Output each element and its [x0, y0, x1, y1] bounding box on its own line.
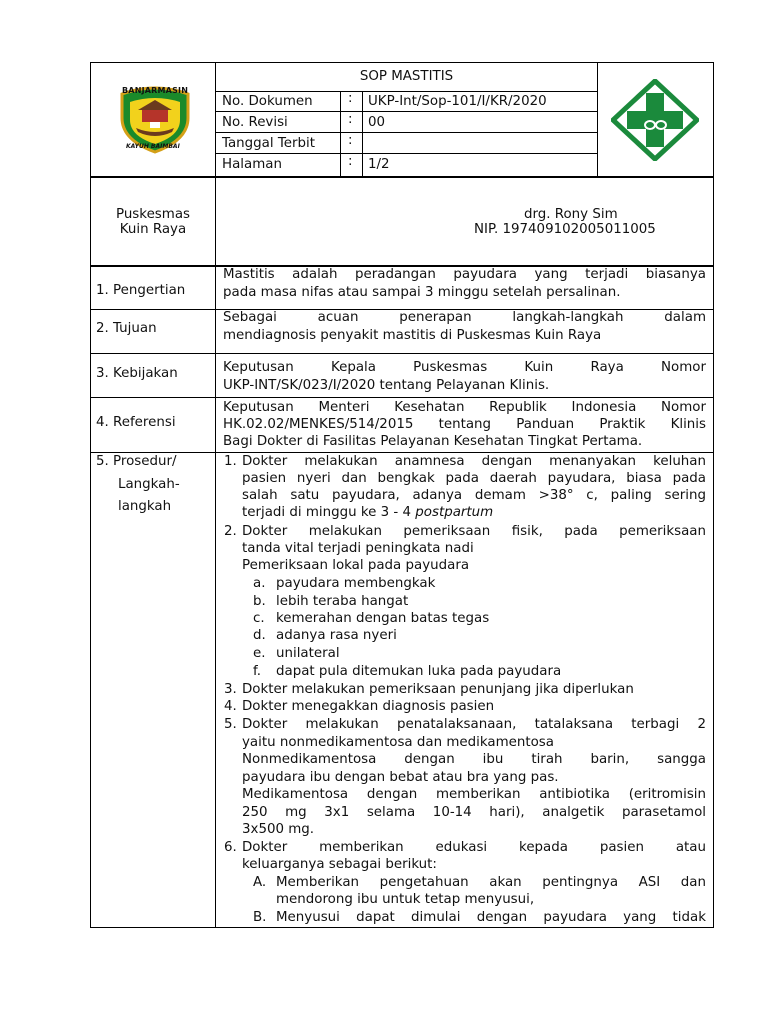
step-line: 250 mg 3x1 selama 10-14 hari), analgetik parasetamol: [242, 805, 706, 820]
sub-item: mendorong ibu untuk tetap menyusui,: [276, 892, 535, 907]
sub-item: lebih teraba hangat: [276, 594, 409, 609]
section-label-prosedur-3: langkah: [118, 499, 172, 514]
field-value: 00: [368, 115, 386, 130]
step-line: Pemeriksaan lokal pada payudara: [242, 558, 470, 573]
sub-item: unilateral: [276, 646, 340, 661]
section-label-pengertian: 1. Pengertian: [96, 283, 186, 298]
sub-item: Memberikan pengetahuan akan pentingnya ASI dan: [276, 875, 706, 890]
section-label-referensi: 4. Referensi: [96, 415, 176, 430]
step-line: payudara ibu dengan bebat atau bra yang pas.: [242, 770, 559, 785]
pengertian-line: Mastitis adalah peradangan payudara yang terjadi biasanya: [223, 267, 706, 282]
field-label: Tanggal Terbit: [222, 136, 315, 151]
pengertian-line: pada masa nifas atau sampai 3 minggu setelah persalinan.: [223, 285, 621, 300]
signer-nip: NIP. 197409102005011005: [474, 222, 656, 237]
logo-text-top: BANJARMASIN: [122, 86, 189, 95]
step-number: 3.: [224, 682, 237, 697]
step-number: 2.: [224, 524, 237, 539]
referensi-line: Bagi Dokter di Fasilitas Pelayanan Kesehatan Tingkat Pertama.: [223, 434, 643, 449]
document-title: SOP MASTITIS: [359, 69, 454, 84]
sub-item: kemerahan dengan batas tegas: [276, 611, 490, 626]
step-text-italic: postpartum: [415, 505, 494, 520]
step-number: 1.: [224, 454, 237, 469]
section-label-prosedur-2: Langkah-: [118, 477, 180, 492]
field-value: UKP-Int/Sop-101/I/KR/2020: [368, 94, 547, 109]
step-line: 3x500 mg.: [242, 822, 315, 837]
sub-item: dapat pula ditemukan luka pada payudara: [276, 664, 562, 679]
field-colon: :: [348, 112, 353, 127]
section-label-tujuan: 2. Tujuan: [96, 321, 157, 336]
step-number: 5.: [224, 717, 237, 732]
field-colon: :: [348, 154, 353, 169]
signer-name: drg. Rony Sim: [524, 207, 618, 222]
step-line: Dokter melakukan anamnesa dengan menanyakan keluhan: [242, 454, 706, 469]
step-line: Dokter melakukan pemeriksaan penunjang jika diperlukan: [242, 682, 634, 697]
sub-item-marker: f.: [253, 664, 261, 679]
sub-item: payudara membengkak: [276, 576, 436, 591]
sub-item-marker: A.: [253, 875, 267, 890]
step-line: Dokter memberikan edukasi kepada pasien atau: [242, 840, 706, 855]
field-value: 1/2: [368, 157, 390, 172]
field-label: No. Revisi: [222, 115, 288, 130]
referensi-line: HK.02.02/MENKES/514/2015 tentang Panduan Praktik Klinis: [223, 417, 706, 432]
sub-item-marker: a.: [253, 576, 266, 591]
sub-item: adanya rasa nyeri: [276, 628, 397, 643]
step-line: [242, 504, 493, 521]
org-name-line2: Kuin Raya: [119, 222, 187, 237]
logo-text-bottom: KAYUH BAIMBAI: [126, 143, 180, 150]
kebijakan-line: Keputusan Kepala Puskesmas Kuin Raya Nomor: [223, 360, 706, 375]
section-label-prosedur: 5. Prosedur/: [96, 454, 177, 469]
field-label: Halaman: [222, 157, 282, 172]
step-line: keluarganya sebagai berikut:: [242, 857, 437, 872]
referensi-line: Keputusan Menteri Kesehatan Republik Indonesia Nomor: [223, 400, 706, 415]
step-line: pasien nyeri dan bengkak pada daerah payudara, biasa pada: [242, 471, 706, 486]
step-line: Dokter melakukan pemeriksaan fisik, pada pemeriksaan: [242, 524, 706, 539]
step-number: 4.: [224, 699, 237, 714]
step-text: terjadi di minggu ke 3 - 4: [242, 505, 416, 520]
field-colon: :: [348, 91, 353, 106]
puskesmas-logo: [611, 79, 699, 161]
step-line: Dokter menegakkan diagnosis pasien: [242, 699, 495, 714]
step-line: Medikamentosa dengan memberikan antibiotika (eritromisin: [242, 787, 706, 802]
step-line: Dokter melakukan penatalaksanaan, tatalaksana terbagi 2: [242, 717, 706, 732]
kebijakan-line: UKP-INT/SK/023/I/2020 tentang Pelayanan Klinis.: [223, 378, 550, 393]
step-line: Nonmedikamentosa dengan ibu tirah barin, sangga: [242, 752, 706, 767]
sub-item-marker: d.: [253, 628, 266, 643]
sub-item-marker: b.: [253, 594, 266, 609]
sub-item-marker: e.: [253, 646, 266, 661]
sub-item: Menyusui dapat dimulai dengan payudara yang tidak: [276, 910, 706, 925]
sub-item-marker: c.: [253, 611, 265, 626]
field-colon: :: [348, 133, 353, 148]
step-line: salah satu payudara, adanya demam >38° c, paling sering: [242, 488, 706, 503]
section-label-kebijakan: 3. Kebijakan: [96, 366, 178, 381]
step-number: 6.: [224, 840, 237, 855]
tujuan-line: mendiagnosis penyakit mastitis di Puskesmas Kuin Raya: [223, 328, 602, 343]
field-label: No. Dokumen: [222, 94, 313, 109]
sub-item-marker: B.: [253, 910, 267, 925]
tujuan-line: Sebagai acuan penerapan langkah-langkah dalam: [223, 310, 706, 325]
org-name-line1: Puskesmas: [115, 207, 191, 222]
step-line: tanda vital terjadi peningkata nadi: [242, 541, 474, 556]
step-line: yaitu nonmedikamentosa dan medikamentosa: [242, 735, 554, 750]
